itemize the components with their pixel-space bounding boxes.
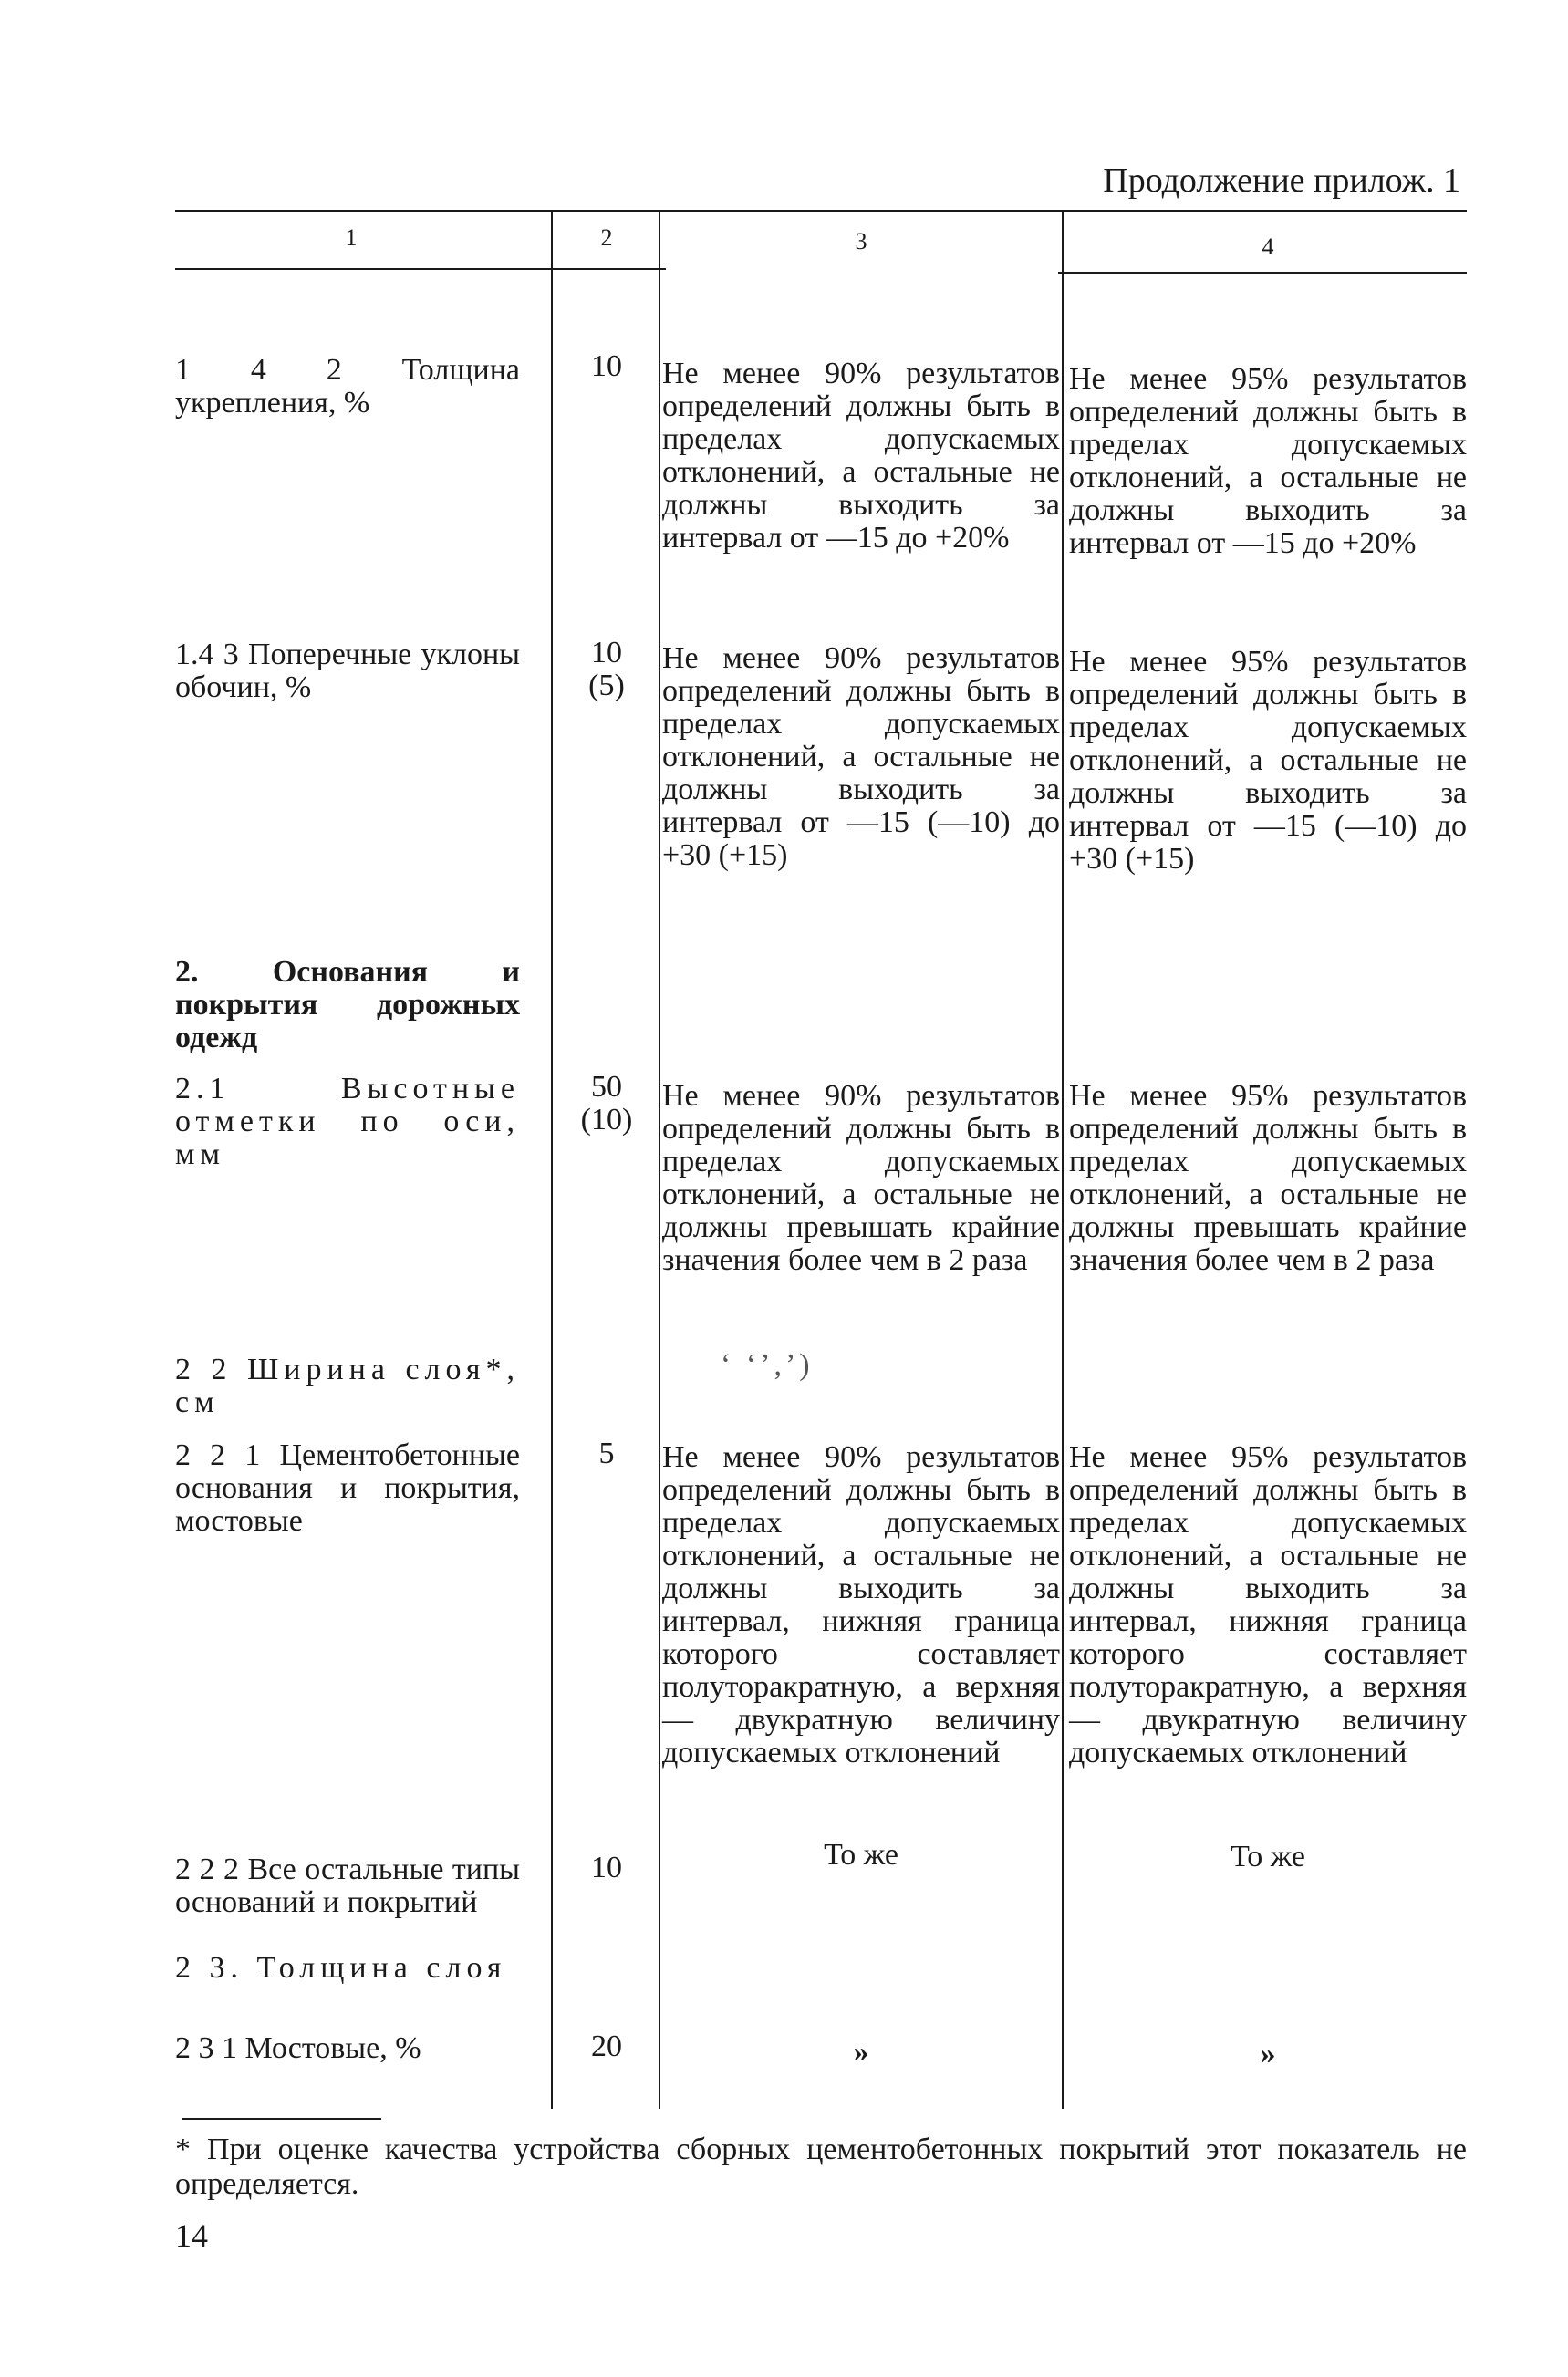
row-2-3-1-requirement-95: » <box>1260 2037 1276 2071</box>
row-2-1-tolerance: 50 (10) <box>580 1070 633 1137</box>
row-2-2-1-requirement-90: Не менее 90% результатов определений должны быть в пределах допускаемых отклонений, а остальные не должны выходить за интервал, нижняя граница которого составляет полуторакратную, а верхняя — двукратную величину допускаемых отклонений <box>662 1440 1060 1770</box>
row-2-1-requirement-95: Не менее 95% результатов определений должны быть в пределах допускаемых отклонений, а остальные не должны превышать крайние значения более чем в 2 раза <box>1069 1079 1467 1277</box>
row-2-2-1-requirement-95: Не менее 95% результатов определений должны быть в пределах допускаемых отклонений, а остальные не должны выходить за интервал, нижняя граница которого составляет полуторакратную, а верхняя — двукратную величину допускаемых отклонений <box>1069 1440 1467 1770</box>
row-2-2-name: 2 2 Ширина слоя*, см <box>175 1353 520 1419</box>
row-1-4-3-name: 1.4 3 Поперечные уклоны обочин, % <box>175 638 520 704</box>
footnote-separator <box>182 2118 381 2120</box>
header-bottom-rule-right <box>1058 272 1467 274</box>
row-1-4-2-name: 1 4 2 Толщина укрепления, % <box>175 353 520 420</box>
row-1-4-3-requirement-95: Не менее 95% результатов определений должны быть в пределах допускаемых отклонений, а остальные не должны выходить за интервал от —15 (—10) до +30 (+15) <box>1069 645 1467 876</box>
header-bottom-rule-left <box>175 268 666 270</box>
column-number-2: 2 <box>600 224 613 251</box>
table-top-rule <box>175 210 1467 212</box>
row-1-4-3-tolerance: 10 (5) <box>588 636 625 702</box>
row-2-3-1-tolerance: 20 <box>591 2029 622 2063</box>
row-2-3-1-requirement-90: » <box>853 2035 869 2069</box>
row-2-3-name: 2 3. Толщина слоя <box>175 1951 507 1985</box>
row-1-4-3-requirement-90: Не менее 90% результатов определений должны быть в пределах допускаемых отклонений, а остальные не должны выходить за интервал от —15 (—10) до +30 (+15) <box>662 641 1060 872</box>
row-2-2-2-requirement-90: То же <box>824 1838 898 1872</box>
continuation-note: Продолжение прилож. 1 <box>1103 161 1460 200</box>
row-1-4-2-tolerance: 10 <box>591 349 622 383</box>
column-number-3: 3 <box>855 228 867 254</box>
row-2-2-2-tolerance: 10 <box>591 1851 622 1884</box>
column-divider-1 <box>551 212 553 2109</box>
column-number-1: 1 <box>345 224 358 251</box>
row-2-1-name: 2.1 Высотные отметки по оси, мм <box>175 1072 520 1171</box>
faint-stamp-mark: ‘ ‘’,’) <box>721 1348 814 1382</box>
footnote: * При оценке качества устройства сборных цементобетонных покрытий этот показатель не определяется. <box>175 2133 1467 2201</box>
row-2-2-1-tolerance: 5 <box>598 1437 615 1470</box>
column-divider-3 <box>1062 212 1064 2109</box>
row-1-4-2-requirement-95: Не менее 95% результатов определений должны быть в пределах допускаемых отклонений, а остальные не должны выходить за интервал от —15 до +20% <box>1069 362 1467 560</box>
section-2-heading: 2. Основания и покрытия дорожных одежд <box>175 955 520 1054</box>
row-2-2-1-name: 2 2 1 Цементобетонные основания и покрытия, мостовые <box>175 1438 520 1538</box>
page-number: 14 <box>175 2217 208 2254</box>
row-2-3-1-name: 2 3 1 Мостовые, % <box>175 2031 421 2065</box>
row-2-1-requirement-90: Не менее 90% результатов определений должны быть в пределах допускаемых отклонений, а остальные не должны превышать крайние значения более чем в 2 раза <box>662 1079 1060 1277</box>
row-2-2-2-requirement-95: То же <box>1231 1840 1305 1874</box>
row-2-2-2-name: 2 2 2 Все остальные типы оснований и покрытий <box>175 1853 520 1919</box>
column-divider-2 <box>659 212 660 2109</box>
row-1-4-2-requirement-90: Не менее 90% результатов определений должны быть в пределах допускаемых отклонений, а остальные не должны выходить за интервал от —15 до +20% <box>662 357 1060 555</box>
column-number-4: 4 <box>1262 234 1274 260</box>
